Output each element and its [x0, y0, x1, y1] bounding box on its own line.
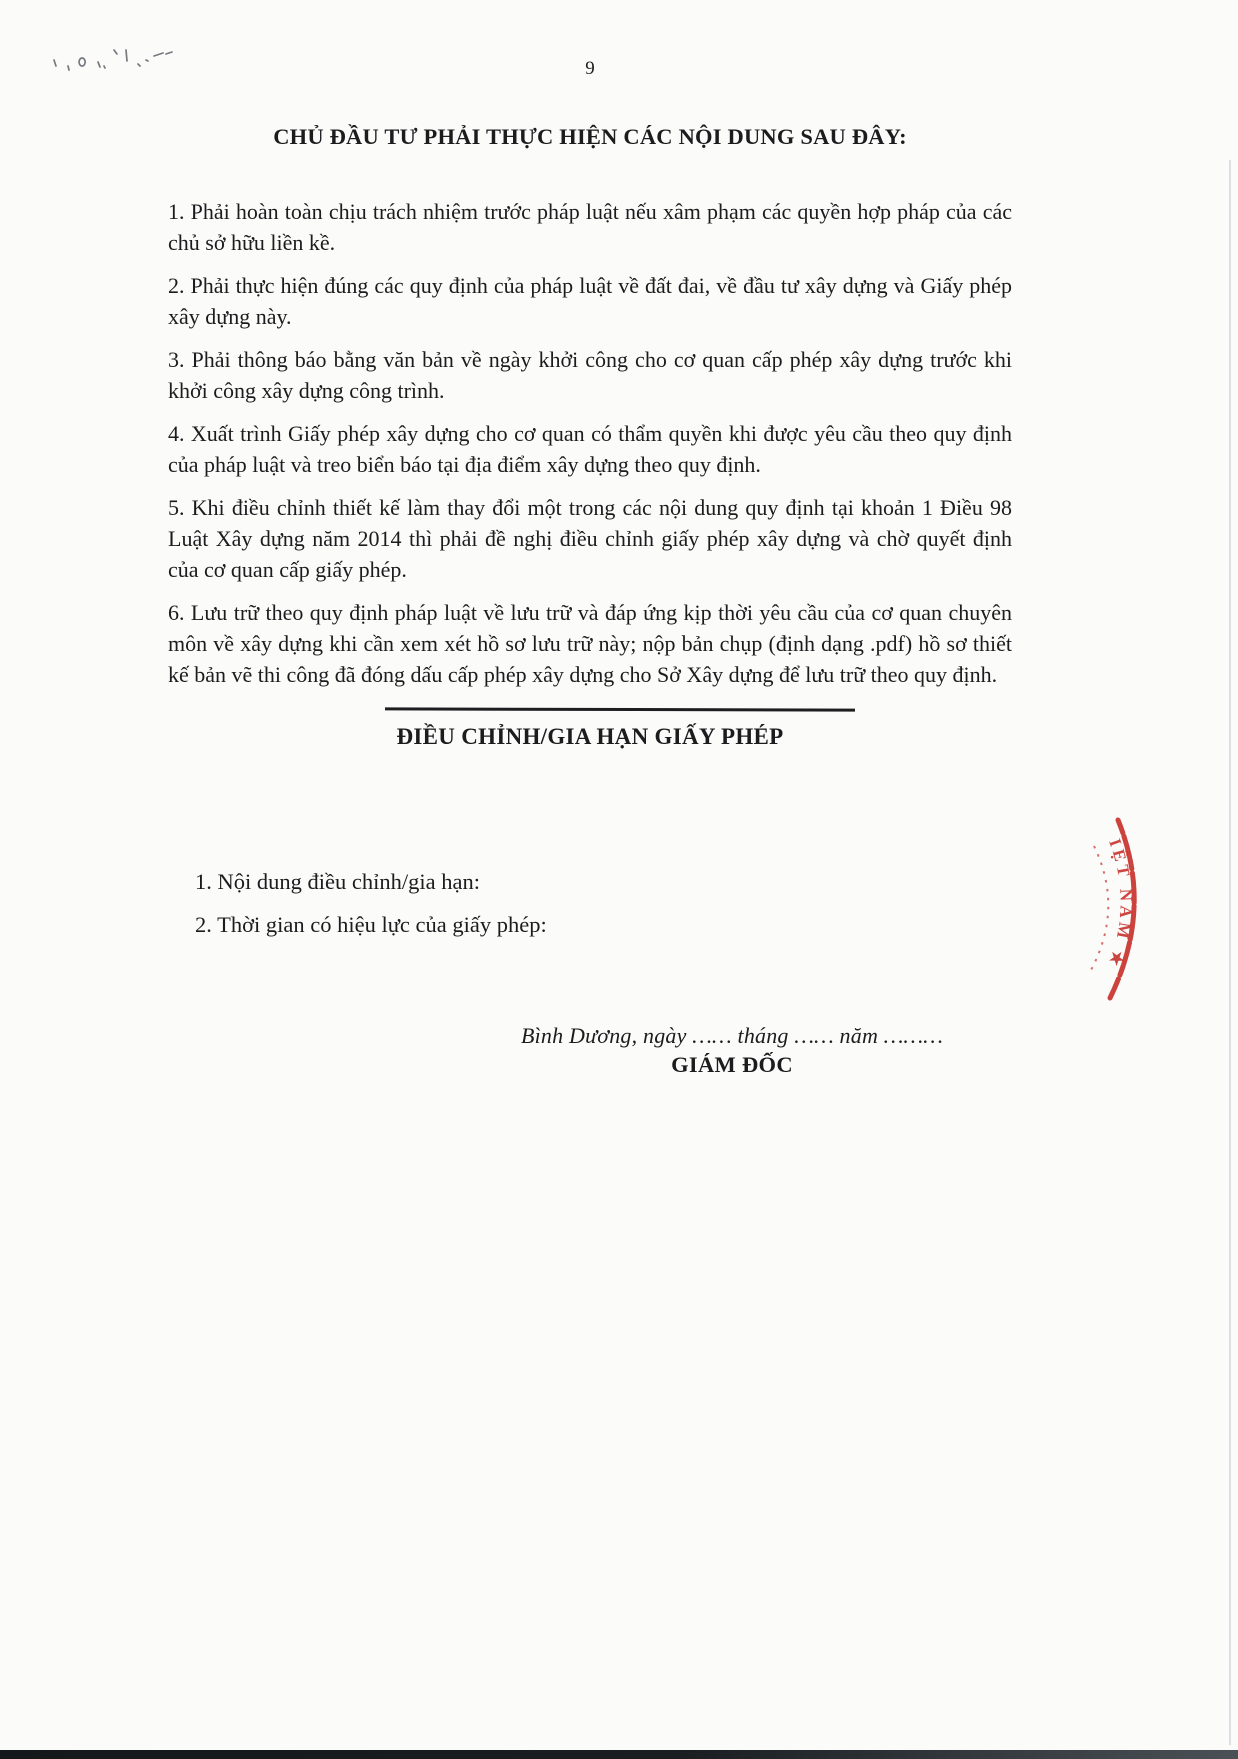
- obligations-list: [168, 196, 1012, 690]
- pencil-scribble-mark: [46, 36, 176, 86]
- obligation-item-6: 6. Lưu trữ theo quy định pháp luật về lưu trữ và đáp ứng kịp thời yêu cầu của cơ quan chuyên môn về xây dựng khi cần xem xét hồ sơ lưu trữ này; nộp bản chụp (định dạng .pdf) hồ sơ thiết kế bản vẽ thi công đã đóng dấu cấp phép xây dựng cho Sở Xây dựng để lưu trữ theo quy định.: [168, 600, 1012, 687]
- signer-title: GIÁM ĐỐC: [671, 1052, 793, 1077]
- scan-edge-bottom: [0, 1750, 1238, 1759]
- adjustment-item-1: 1. Nội dung điều chỉnh/gia hạn:: [195, 869, 480, 894]
- official-seal-stamp: [1078, 812, 1170, 1004]
- stamp-inner-dotted-rim: [1091, 846, 1108, 970]
- section-divider-line: [385, 707, 855, 711]
- place-date-line: Bình Dương, ngày …… tháng …… năm ………: [520, 1023, 944, 1048]
- obligation-item-4: 4. Xuất trình Giấy phép xây dựng cho cơ quan có thẩm quyền khi được yêu cầu theo quy định của pháp luật và treo biển báo tại địa điểm xây dựng theo quy định.: [168, 421, 1012, 477]
- adjustment-items-list: [168, 866, 1012, 941]
- obligation-item-3: 3. Phải thông báo bằng văn bản về ngày khởi công cho cơ quan cấp phép xây dựng trước khi khởi công xây dựng công trình.: [168, 347, 1012, 403]
- signature-block: [452, 1023, 1012, 1078]
- stamp-arc-text: IỆT NAM ★: [1103, 836, 1136, 973]
- adjustment-section-heading: ĐIỀU CHỈNH/GIA HẠN GIẤY PHÉP: [396, 724, 784, 749]
- obligation-item-1: 1. Phải hoàn toàn chịu trách nhiệm trước pháp luật nếu xâm phạm các quyền hợp pháp của các chủ sở hữu liền kề.: [168, 199, 1012, 255]
- obligation-item-5: 5. Khi điều chỉnh thiết kế làm thay đổi một trong các nội dung quy định tại khoản 1 Điều 98 Luật Xây dựng năm 2014 thì phải đề nghị điều chỉnh giấy phép xây dựng và chờ quyết định của cơ quan cấp giấy phép.: [168, 495, 1012, 582]
- obligation-item-2: 2. Phải thực hiện đúng các quy định của pháp luật về đất đai, về đầu tư xây dựng và Giấy phép xây dựng này.: [168, 273, 1012, 329]
- page-number: 9: [585, 58, 595, 79]
- scan-edge-right: [1229, 160, 1231, 1745]
- adjustment-item-2: 2. Thời gian có hiệu lực của giấy phép:: [195, 912, 547, 937]
- page-title: CHỦ ĐẦU TƯ PHẢI THỰC HIỆN CÁC NỘI DUNG SAU ĐÂY:: [273, 124, 907, 149]
